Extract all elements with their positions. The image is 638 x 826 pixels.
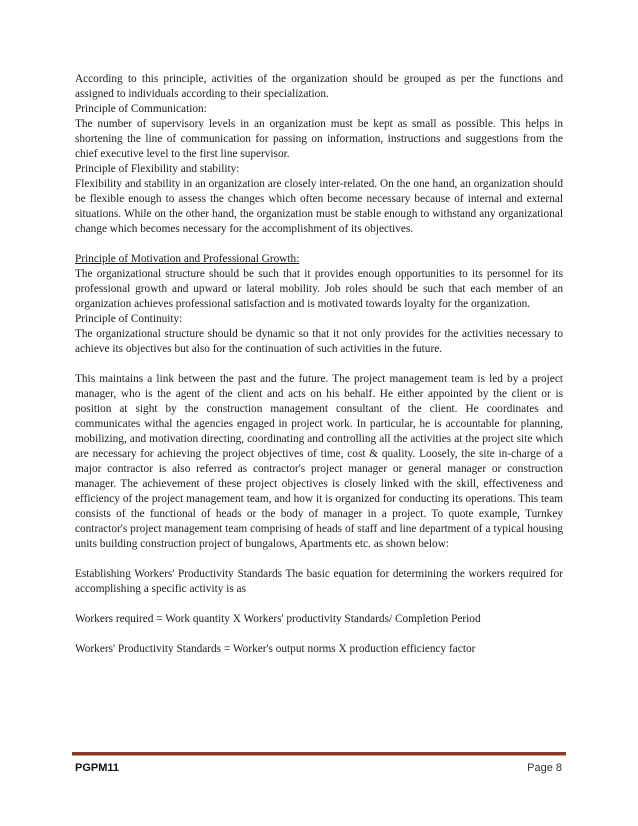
paragraph-functional-grouping: According to this principle, activities of the organization should be grouped as per the functions and assigned to individuals according to their specialization. — [75, 73, 563, 100]
equation-workers-required: Workers required = Work quantity X Workers' productivity Standards/ Completion Period — [75, 613, 481, 625]
equation-productivity-standards: Workers' Productivity Standards = Worker's output norms X production efficiency factor — [75, 643, 476, 655]
paragraph-communication: The number of supervisory levels in an organization must be kept as small as possible. This helps in shortening the line of communication for passing on information, instructions and suggestions from the chief executive level to the first line supervisor. — [75, 118, 563, 160]
heading-principle-flexibility: Principle of Flexibility and stability: — [75, 163, 240, 175]
page-body — [75, 72, 563, 657]
heading-principle-continuity: Principle of Continuity: — [75, 313, 183, 325]
spacer — [75, 237, 563, 252]
spacer — [75, 552, 563, 567]
heading-principle-communication: Principle of Communication: — [75, 103, 207, 115]
footer-course-code: PGPM11 — [75, 762, 120, 774]
spacer — [75, 627, 563, 642]
paragraph-motivation: The organizational structure should be such that it provides enough opportunities to its personnel for its professional growth and upward or lateral mobility. Job roles should be such that each member of an organization achieves professional satisfaction and is motivated towards loyalty for the organization. — [75, 268, 563, 310]
spacer — [75, 597, 563, 612]
paragraph-project-management-team: This maintains a link between the past and the future. The project management team is led by a project manager, who is the agent of the client and acts on his behalf. He either appointed by the client or is position at sight by the construction management consultant of the client. He coordinates and communicates withal the agencies engaged in project work. In particular, he is accountable for planning, mobilizing, and motivation directing, coordinating and controlling all the activities at the project site which are necessary for achieving the project objectives of time, cost & quality. Loosely, the site in-charge of a major contractor is also referred as contractor's project manager or general manager or construction manager. The achievement of these project objectives is closely linked with the skill, effectiveness and efficiency of the project management team, and how it is organized for conducting its operations. This team consists of the functional of heads or the body of manager in a project. To quote example, Turnkey contractor's project management team comprising of heads of staff and line department of a typical housing units building construction project of bungalows, Apartments etc. as shown below: — [75, 373, 563, 550]
paragraph-productivity-standards: Establishing Workers' Productivity Standards The basic equation for determining the workers required for accomplishing a specific activity is as — [75, 568, 563, 595]
paragraph-continuity: The organizational structure should be dynamic so that it not only provides for the activities necessary to achieve its objectives but also for the continuation of such activities in the future. — [75, 328, 563, 355]
spacer — [75, 357, 563, 372]
footer-page-number: Page 8 — [527, 762, 562, 774]
footer-divider — [72, 752, 566, 756]
heading-principle-motivation: Principle of Motivation and Professional Growth: — [75, 253, 300, 265]
paragraph-flexibility: Flexibility and stability in an organization are closely inter-related. On the one hand, an organization should be flexible enough to assess the changes which often become necessary because of internal and external situations. While on the other hand, the organization must be stable enough to withstand any organizational change which becomes necessary for the accomplishment of its objectives. — [75, 178, 563, 235]
